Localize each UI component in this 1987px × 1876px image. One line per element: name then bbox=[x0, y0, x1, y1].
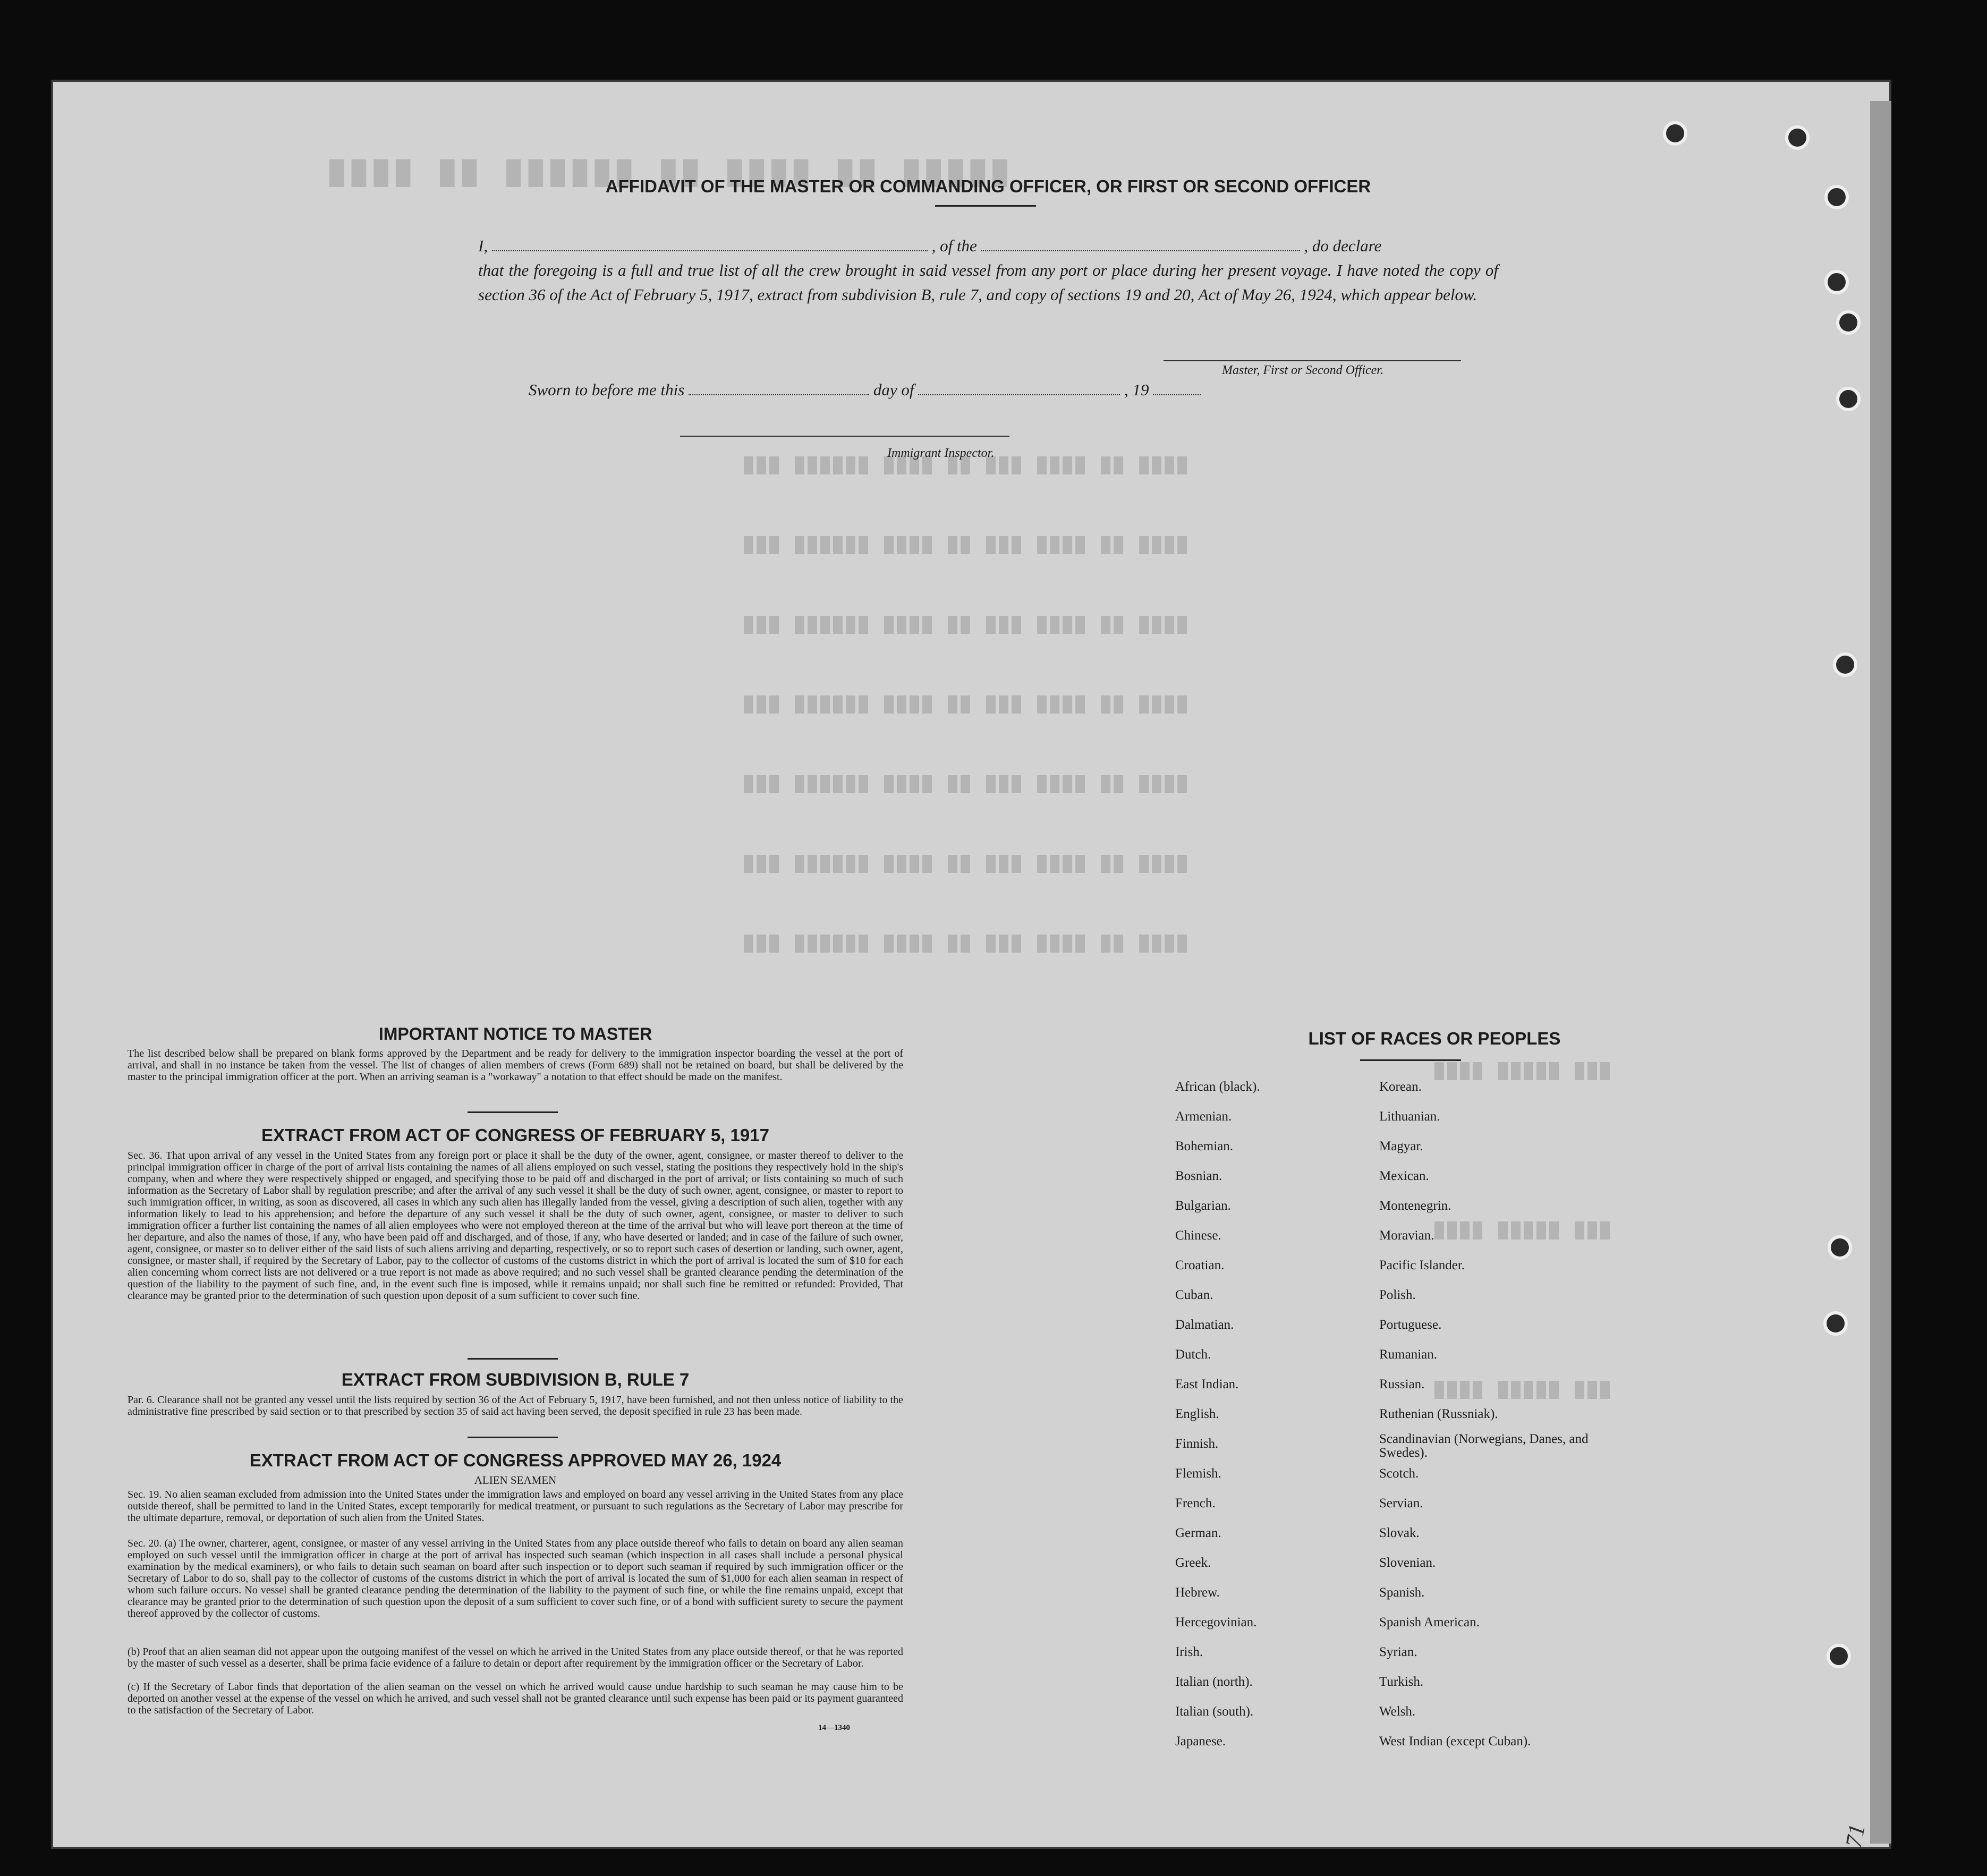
race-item: Turkish. bbox=[1379, 1675, 1424, 1689]
punch-hole-icon bbox=[1663, 121, 1687, 146]
race-item: Russian. bbox=[1379, 1377, 1425, 1391]
race-item: Bosnian. bbox=[1175, 1169, 1222, 1183]
race-item: African (black). bbox=[1175, 1080, 1260, 1094]
notice-rule bbox=[468, 1111, 558, 1113]
race-item: Lithuanian. bbox=[1379, 1109, 1440, 1124]
race-item: Italian (south). bbox=[1175, 1704, 1254, 1719]
race-item: West Indian (except Cuban). bbox=[1379, 1734, 1531, 1748]
race-item: Spanish. bbox=[1379, 1585, 1425, 1600]
race-item: Hercegovinian. bbox=[1175, 1615, 1257, 1629]
race-item: Flemish. bbox=[1175, 1466, 1221, 1481]
handwritten-page-number: 71 bbox=[1840, 1822, 1870, 1850]
do-declare-label: , do declare bbox=[1304, 236, 1382, 255]
extract-1924-sec20a: Sec. 20. (a) The owner, charterer, agent, consignee, or master of any vessel arriving in the United States from any place outside thereof who fails to detain on board any alien seaman employed on such vessel until the immigration officer in charge at the port of arrival has inspected such seaman (which inspection in all cases shall include a personal physical examination by the medical examiners), or who fails to detain such seaman on board after such inspection or to deport such seaman if required by such immigration officer or the Secretary of Labor to do so, shall pay to the collector of customs of the customs district in which the port of arrival is located the sum of $1,000 for each alien seaman in respect of whom such failure occurs. No vessel shall be granted clearance pending the determination of the liability to the payment of such fine, or while the fine remains unpaid, except that clearance may be granted prior to the determination of such question upon the deposit of a sum sufficient to cover such fine, or of a bond with sufficient surety to secure the payment thereof approved by the collector of customs. bbox=[128, 1538, 903, 1619]
race-item: Bulgarian. bbox=[1175, 1199, 1231, 1213]
punch-hole-icon bbox=[1836, 387, 1861, 411]
race-item: Syrian. bbox=[1379, 1645, 1417, 1659]
year-label: , 19 bbox=[1124, 380, 1149, 399]
declarant-name-field[interactable] bbox=[492, 250, 928, 251]
sworn-label: Sworn to before me this bbox=[529, 380, 685, 399]
extract-1917-title: EXTRACT FROM ACT OF CONGRESS OF FEBRUARY 5, 1917 bbox=[261, 1125, 769, 1145]
day-of-label: day of bbox=[873, 380, 914, 399]
form-number: 14—1340 bbox=[818, 1724, 850, 1732]
affidavit-title-rule bbox=[935, 205, 1036, 207]
race-item: Montenegrin. bbox=[1379, 1199, 1451, 1213]
extract-1924-title: EXTRACT FROM ACT OF CONGRESS APPROVED MAY 26, 1924 bbox=[249, 1450, 782, 1470]
race-item: Slovak. bbox=[1379, 1526, 1420, 1540]
extract-1924-sec20c: (c) If the Secretary of Labor finds that deportation of the alien seaman on the vessel on which he arrived would cause undue hardship to such seaman he may cause him to be deported on another vessel at the expense of the vessel on which he arrived, and such vessel shall not be granted clearance until such expense has been paid or its payment guaranteed to the satisfaction of the Secretary of Labor. bbox=[128, 1681, 903, 1716]
race-item: German. bbox=[1175, 1526, 1221, 1540]
notice-body: The list described below shall be prepared on blank forms approved by the Department and be ready for delivery to the immigration inspector boarding the vessel at the port of arrival, and shall in no instance be taken from the vessel. The list of changes of alien members of crews (Form 689) shall not be retained on board, but shall be delivered by the master to the principal immigration officer at the port. When an arriving seaman is a "workaway" a notation to that effect should be made on the manifest. bbox=[128, 1048, 903, 1083]
extract-1924-sec20b: (b) Proof that an alien seaman did not appear upon the outgoing manifest of the vessel on which he arrived in the United States from any place outside thereof, or that he was reported by the master of such vessel as a deserter, shall be prima facie evidence of a failure to detain or deport after requirement by the immigration officer or the Secretary of Labor. bbox=[128, 1646, 903, 1669]
rule7-rule bbox=[468, 1437, 558, 1438]
race-item: Greek. bbox=[1175, 1556, 1211, 1570]
declaration-line bbox=[478, 234, 1498, 258]
race-item: Scotch. bbox=[1379, 1466, 1419, 1481]
rule7-body: Par. 6. Clearance shall not be granted any vessel until the lists required by section 36 of the Act of February 5, 1917, have been furnished, and not then unless notice of liability to the administrative fine prescribed by said section or to that prescribed by section 35 of said act having been served, the deposit specified in rule 23 has been made. bbox=[128, 1394, 903, 1417]
master-signature-label: Master, First or Second Officer. bbox=[1222, 363, 1383, 377]
race-item: Croatian. bbox=[1175, 1258, 1225, 1272]
race-item: Servian. bbox=[1379, 1496, 1423, 1510]
race-item: Bohemian. bbox=[1175, 1139, 1234, 1153]
notice-title: IMPORTANT NOTICE TO MASTER bbox=[378, 1024, 652, 1043]
race-item: Slovenian. bbox=[1379, 1556, 1436, 1570]
race-item: Korean. bbox=[1379, 1080, 1422, 1094]
race-item: Portuguese. bbox=[1379, 1318, 1442, 1332]
race-item: Dalmatian. bbox=[1175, 1318, 1234, 1332]
punch-hole-icon bbox=[1823, 1311, 1848, 1336]
race-item: Armenian. bbox=[1175, 1109, 1232, 1124]
punch-hole-icon bbox=[1833, 652, 1857, 677]
punch-hole-icon bbox=[1827, 1644, 1851, 1668]
race-item: Italian (north). bbox=[1175, 1675, 1253, 1689]
punch-hole-icon bbox=[1824, 185, 1849, 209]
inspector-label: Immigrant Inspector. bbox=[887, 446, 995, 460]
punch-hole-icon bbox=[1836, 310, 1861, 335]
extract-1924-subtitle: ALIEN SEAMEN bbox=[474, 1474, 557, 1487]
sworn-month-field[interactable] bbox=[918, 394, 1120, 395]
race-item: Finnish. bbox=[1175, 1437, 1219, 1451]
race-item: Hebrew. bbox=[1175, 1585, 1220, 1600]
vessel-name-field[interactable] bbox=[981, 250, 1300, 251]
race-item: Moravian. bbox=[1379, 1228, 1434, 1243]
race-item: Spanish American. bbox=[1379, 1615, 1480, 1629]
race-item: Mexican. bbox=[1379, 1169, 1429, 1183]
race-item: English. bbox=[1175, 1407, 1219, 1421]
race-item: Rumanian. bbox=[1379, 1347, 1438, 1362]
race-item: Chinese. bbox=[1175, 1228, 1221, 1243]
sworn-year-field[interactable] bbox=[1153, 394, 1201, 395]
inspector-signature-line[interactable] bbox=[680, 436, 1009, 437]
of-the-label: , of the bbox=[931, 236, 977, 255]
race-item: Magyar. bbox=[1379, 1139, 1423, 1153]
page-stack-edge bbox=[1870, 101, 1891, 1844]
race-item: Dutch. bbox=[1175, 1347, 1211, 1362]
sworn-line bbox=[529, 380, 1201, 400]
punch-hole-icon bbox=[1785, 125, 1810, 150]
punch-hole-icon bbox=[1828, 1235, 1852, 1260]
extract-1917-body: Sec. 36. That upon arrival of any vessel in the United States from any foreign port or place it shall be the duty of the owner, agent, consignee, or master thereof to deliver to the principal immigration officer in charge of the port of arrival lists containing the names of all aliens employed on such vessel, stating the positions they respectively hold in the ship's company, when and where they were respectively shipped or engaged, and specifying those to be paid off and discharged in the port of arrival; or lists containing so much of such information as the Secretary of Labor shall by regulation prescribe; and after the arrival of any such vessel it shall be the duty of such owner, agent, consignee, or master to report to such immigration officer, in writing, as soon as discovered, all cases in which any such alien has illegally landed from the vessel, giving a description of such alien, together with any information likely to lead to his apprehension; and before the departure of any such vessel it shall be the duty of such owner, agent, consignee, or master to deliver to such immigration officer a further list containing the names of all alien employees who were not employed thereon at the time of the arrival but who will leave port thereon at the time of her departure, and also the names of those, if any, who have been paid off and discharged, and of those, if any, who have deserted or landed; and in case of the failure of such owner, agent, consignee, or master so to deliver either of the said lists of such aliens arriving and departing, respectively, or so to report such cases of desertion or landing, such owner, agent, consignee, or master shall, if required by the Secretary of Labor, pay to the collector of customs of the customs district in which the port of arrival is located the sum of $10 for each alien concerning whom correct lists are not delivered or a true report is not made as above required; and no such vessel shall be granted clearance pending the determination of the question of the liability to the payment of such fine, and, in the event such fine is imposed, while it remains unpaid; nor shall such fine be remitted or refunded: Provided, That clearance may be granted prior to the determination of such question upon deposit of a sum sufficient to cover such fine. bbox=[128, 1150, 903, 1302]
races-rule bbox=[1360, 1059, 1461, 1061]
race-item: Polish. bbox=[1379, 1288, 1416, 1302]
race-item: Irish. bbox=[1175, 1645, 1203, 1659]
master-signature-line[interactable] bbox=[1164, 360, 1461, 361]
declaration-text: that the foregoing is a full and true list of all the crew brought in said vessel from any port or place during her present voyage. I have noted the copy of section 36 of the Act of February 5, 1917, extract from subdivision B, rule 7, and copy of sections 19 and 20, Act of May 26, 1924, which appear below. bbox=[478, 261, 1498, 304]
race-item: Ruthenian (Russniak). bbox=[1379, 1407, 1498, 1421]
rule7-title: EXTRACT FROM SUBDIVISION B, RULE 7 bbox=[341, 1370, 690, 1389]
race-item: East Indian. bbox=[1175, 1377, 1239, 1391]
race-item: Japanese. bbox=[1175, 1734, 1226, 1748]
affidavit-title: AFFIDAVIT OF THE MASTER OR COMMANDING OFFICER, OR FIRST OR SECOND OFFICER bbox=[605, 176, 1371, 196]
race-item: Cuban. bbox=[1175, 1288, 1213, 1302]
race-item: Pacific Islander. bbox=[1379, 1258, 1465, 1272]
race-item: Welsh. bbox=[1379, 1704, 1416, 1719]
extract-1917-rule bbox=[468, 1358, 558, 1360]
sworn-day-field[interactable] bbox=[689, 394, 869, 395]
race-item: French. bbox=[1175, 1496, 1216, 1510]
extract-1924-sec19: Sec. 19. No alien seaman excluded from admission into the United States under the immigration laws and employed on board any vessel arriving in the United States from any place outside thereof, shall be permitted to land in the United States, except temporarily for medical treatment, or pursuant to such regulations as the Secretary of Labor may prescribe for the ultimate departure, removal, or deportation of such alien from the United States. bbox=[128, 1489, 903, 1524]
declarant-label: I, bbox=[478, 236, 488, 255]
race-item: Scandinavian (Norwegians, Danes, and Swedes). bbox=[1379, 1432, 1589, 1460]
races-title: LIST OF RACES OR PEOPLES bbox=[1308, 1029, 1561, 1048]
affidavit-body bbox=[478, 234, 1498, 307]
punch-hole-icon bbox=[1824, 270, 1849, 294]
